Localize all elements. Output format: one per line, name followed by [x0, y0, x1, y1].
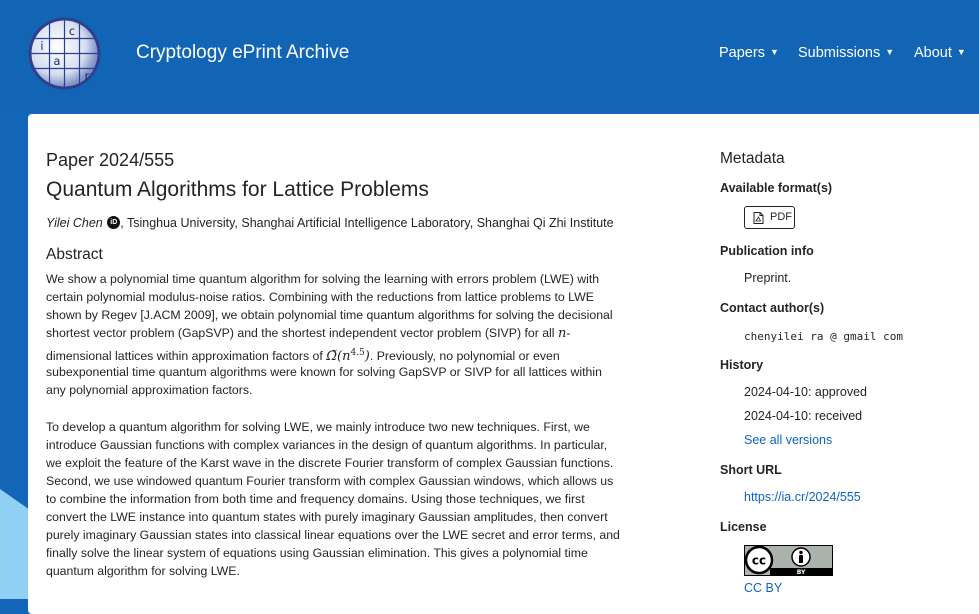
paper-id: Paper 2024/555	[46, 150, 175, 170]
license-link[interactable]: CC BY	[744, 581, 783, 595]
paper-title: Quantum Algorithms for Lattice Problems	[46, 178, 429, 201]
nav-papers[interactable]	[719, 45, 779, 61]
contact-email: chenyilei ra @ gmail com	[744, 330, 903, 343]
formats-label: Available format(s)	[720, 181, 833, 195]
iacr-logo[interactable]	[27, 16, 102, 91]
nav-papers-label: Papers	[719, 45, 765, 61]
logo-letter-a: a	[53, 54, 61, 68]
math-close: )	[364, 349, 370, 365]
abstract-line: subexponential time quantum algorithms were known for solving GapSVP or SIVP for all lattices within	[46, 365, 602, 379]
abstract-line: shown by Regev [J.ACM 2009], we obtain polynomial time quantum algorithms for solving the decisional	[46, 308, 613, 322]
abstract-line: purely imaginary Gaussian states into classical linear equations over the LWE secret and error terms, and	[46, 528, 620, 542]
abstract-text: dimensional lattices within approximation factors of	[46, 349, 327, 364]
math-exponent: 4.5	[350, 348, 365, 358]
chevron-down-icon: ▼	[769, 47, 779, 57]
nav-about-label: About	[914, 45, 952, 61]
chevron-down-icon: ▼	[956, 47, 966, 57]
abstract-text: shortest vector problem (GapSVP) and the shortest independent vector problem (SIVP) for all	[46, 326, 555, 340]
abstract-line: To develop a quantum algorithm for solving LWE, we mainly introduce two new techniques. First, we	[46, 420, 590, 434]
chevron-down-icon: ▼	[885, 47, 895, 57]
paper-card	[28, 114, 979, 614]
pdf-button-label: PDF	[770, 211, 792, 223]
contact-label: Contact author(s)	[720, 301, 825, 315]
abstract-line: convert the LWE instance into quantum states with purely imaginary Gaussian amplitudes, then convert	[46, 510, 608, 524]
pdf-file-icon	[753, 212, 764, 224]
abstract-line: to combine the information from both time and frequency domains. Using those techniques, we first	[46, 492, 585, 506]
abstract-line: quantum algorithm for solving LWE.	[46, 564, 240, 578]
abstract-line: finally solve the linear system of equations using Gaussian elimination. This gives a polynomial time	[46, 546, 588, 560]
abstract-line: certain polynomial modulus-noise ratios. Combining with the reductions from lattice problems to LWE	[46, 290, 594, 304]
abstract-line: introduce Gaussian functions with complex variances in the design of quantum algorithms. In particular,	[46, 438, 608, 452]
abstract-paragraph-2	[46, 418, 656, 580]
abstract-heading: Abstract	[46, 246, 103, 263]
abstract-line: We show a polynomial time quantum algorithm for solving the learning with errors problem (LWE) with	[46, 272, 600, 286]
math-omega: Ω̃(n	[326, 349, 351, 365]
abstract-line: Second, we use windowed quantum Fourier transform with complex Gaussian windows, which allows us	[46, 474, 614, 488]
logo-letter-r: r	[84, 69, 90, 83]
orcid-icon[interactable]: iD	[107, 216, 120, 229]
abstract-line: any polynomial approximation factors.	[46, 383, 253, 397]
abstract-paragraph-1	[46, 270, 656, 399]
author-line	[46, 216, 614, 230]
short-url-label: Short URL	[720, 463, 782, 477]
pub-info: Preprint.	[744, 271, 792, 285]
abstract-line: we exploit the feature of the Karst wave in the discrete Fourier transform of complex Gaussian functions.	[46, 456, 614, 470]
all-versions-link[interactable]: See all versions	[744, 433, 833, 447]
pdf-button[interactable]	[744, 206, 795, 229]
abstract-text: . Previously, no polynomial or even	[369, 349, 560, 364]
metadata-heading: Metadata	[720, 150, 785, 167]
history-approved: 2024-04-10: approved	[744, 385, 868, 399]
abstract-line	[46, 324, 656, 343]
author-name[interactable]: Yilei Chen	[46, 216, 103, 230]
site-title[interactable]: Cryptology ePrint Archive	[136, 42, 350, 63]
logo-letter-i: i	[40, 39, 44, 53]
cc-by-badge-icon[interactable]	[744, 545, 833, 576]
nav-submissions-label: Submissions	[798, 45, 881, 61]
abstract-line	[46, 343, 656, 363]
svg-text:cc: cc	[751, 553, 767, 568]
history-label: History	[720, 358, 764, 372]
short-url-link[interactable]: https://ia.cr/2024/555	[744, 490, 861, 504]
abstract-dash: -	[566, 326, 571, 340]
nav-about[interactable]	[914, 45, 966, 61]
pub-info-label: Publication info	[720, 244, 814, 258]
history-received: 2024-04-10: received	[744, 409, 863, 423]
license-label: License	[720, 520, 767, 534]
cc-badge-label: BY	[796, 569, 806, 576]
nav-submissions[interactable]	[798, 45, 894, 61]
logo-letter-c: c	[68, 24, 76, 38]
math-n: n	[557, 326, 567, 341]
site-header	[0, 0, 979, 113]
affiliations: , Tsinghua University, Shanghai Artificial Intelligence Laboratory, Shanghai Qi Zhi Institute	[120, 216, 614, 230]
